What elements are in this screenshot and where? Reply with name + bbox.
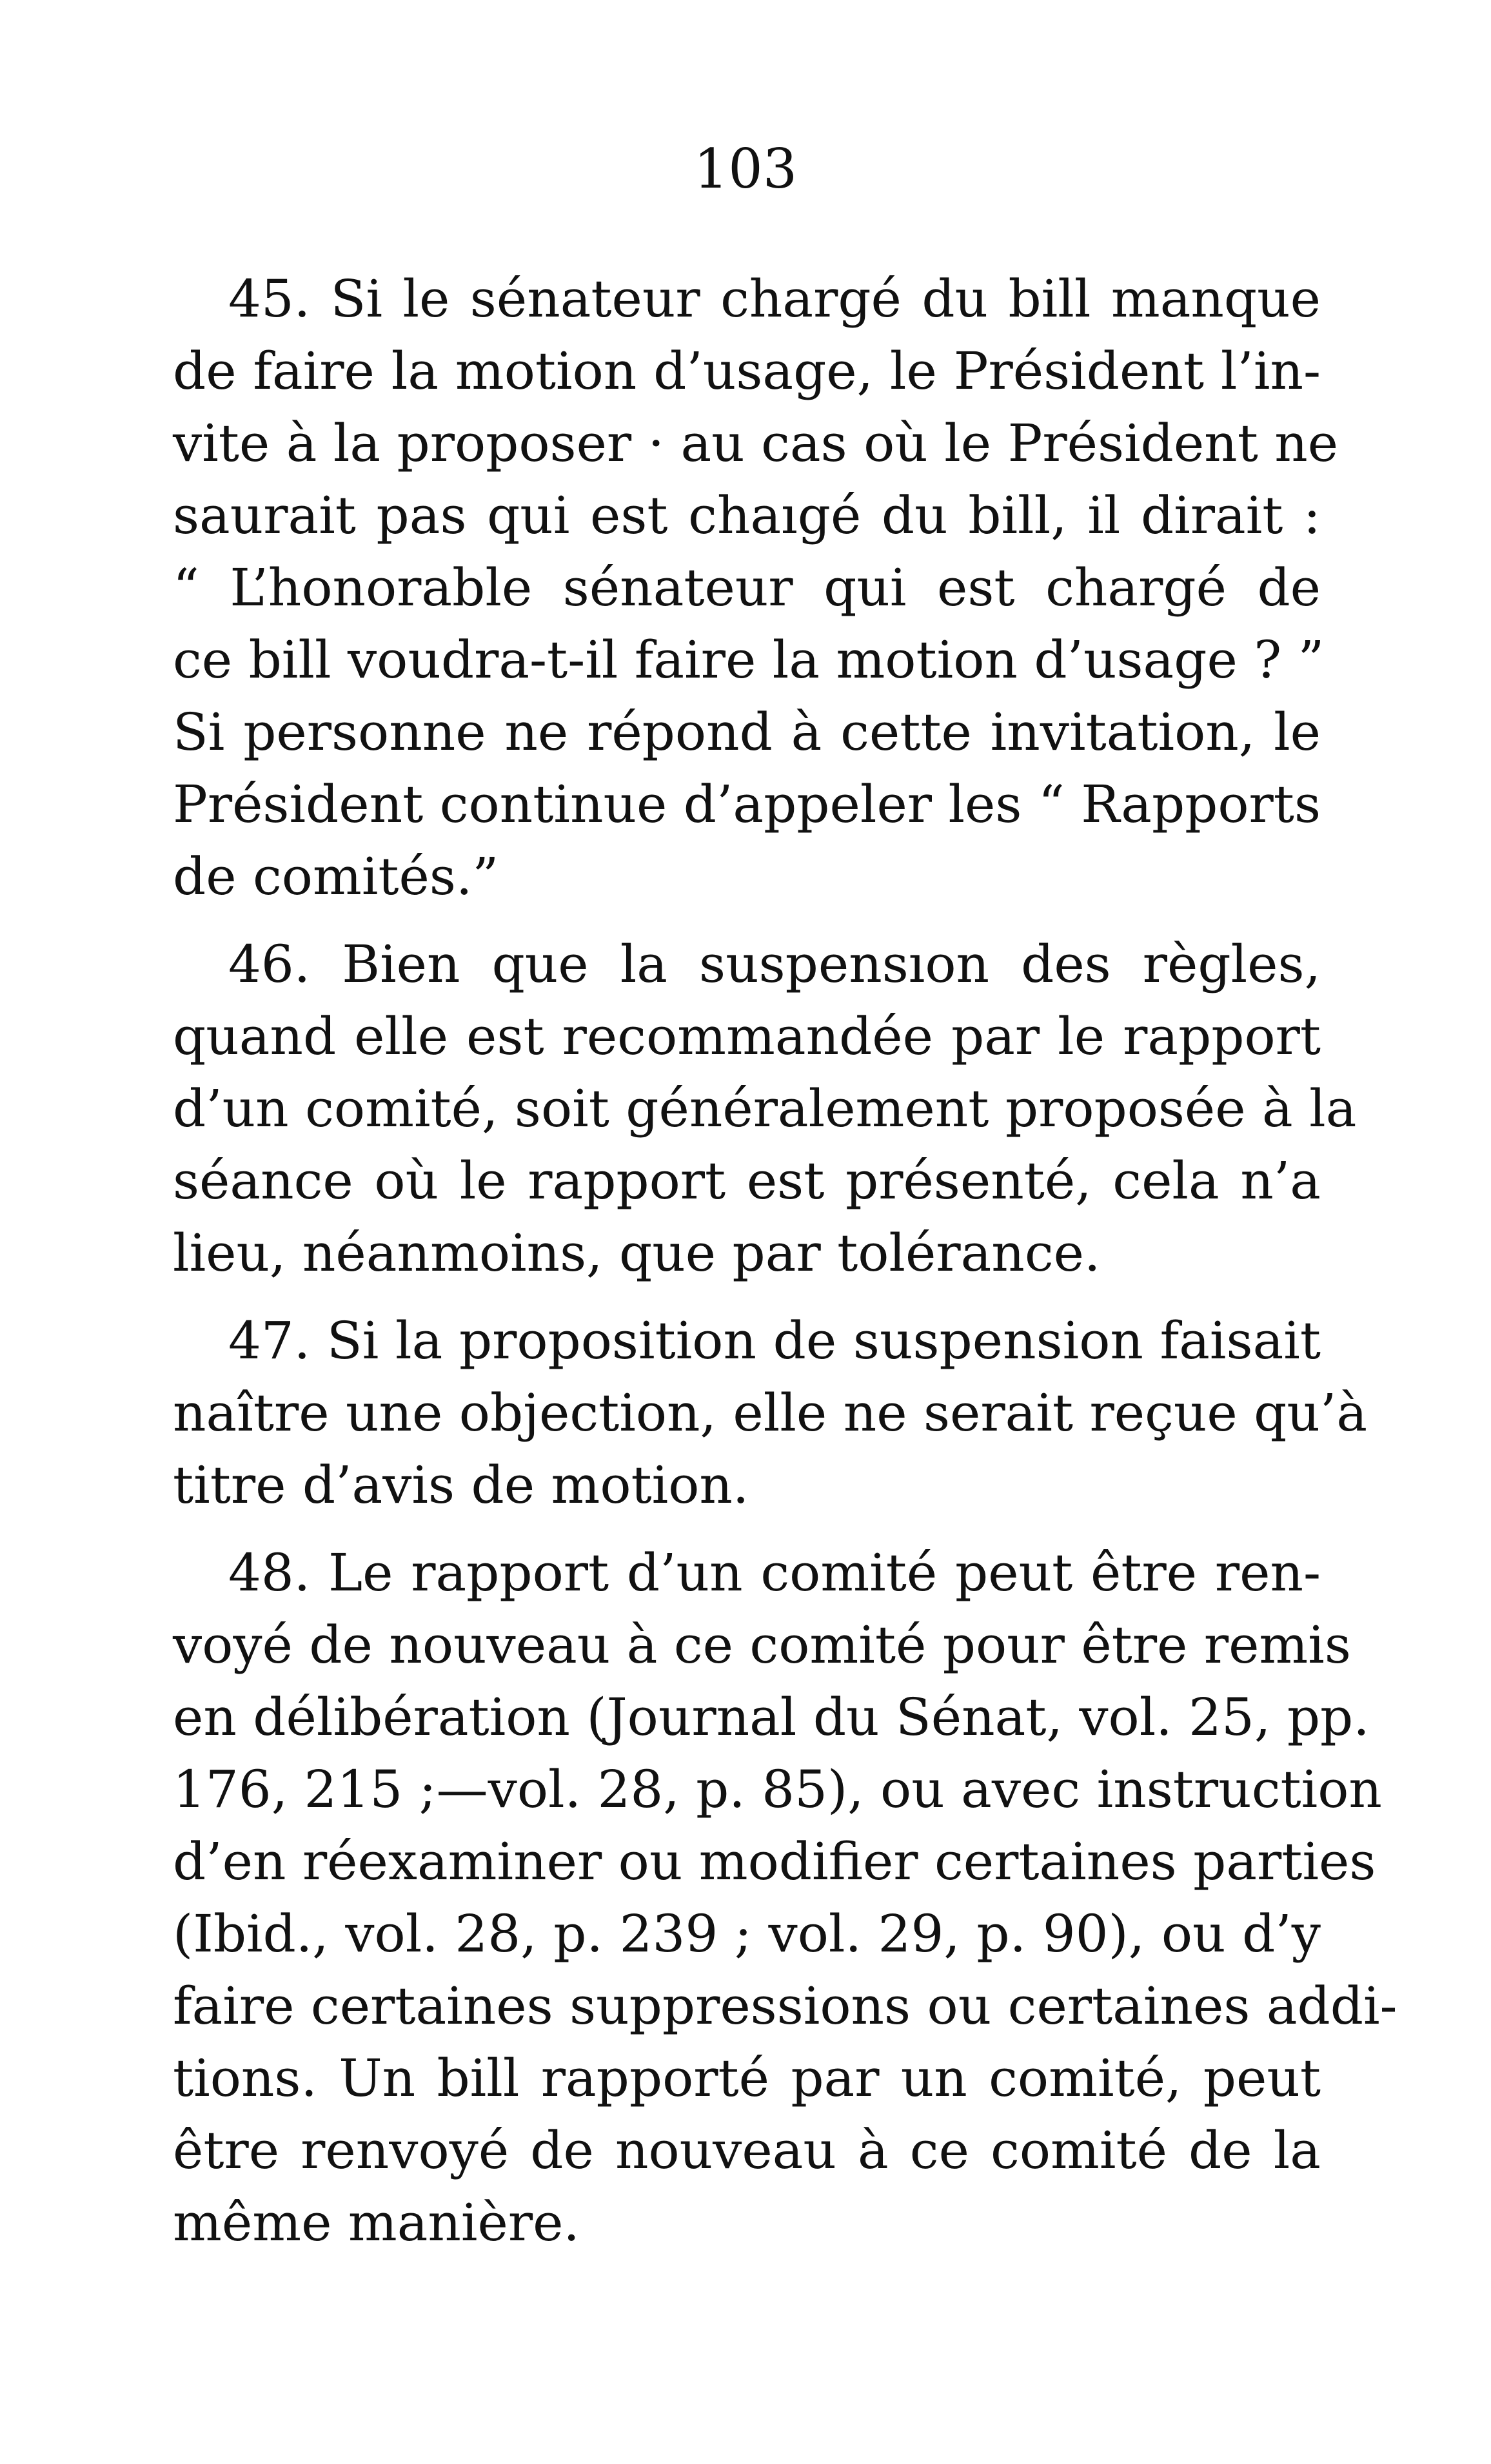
paragraph-line: de faire la motion d’usage, le Président l’in-	[173, 341, 1321, 401]
paragraph-line: de comités.”	[173, 846, 499, 906]
paragraph-47	[173, 1305, 1368, 1521]
paragraph-line: saurait pas qui est chaıgé du bill, il dirait :	[173, 485, 1321, 545]
paragraph-line: (Ibid., vol. 28, p. 239 ; vol. 29, p. 90), ou d’y	[173, 1904, 1321, 1964]
paragraph-line: Si personne ne répond à cette invitation, le	[173, 702, 1321, 762]
paragraph-line: vite à la proposer · au cas où le Président ne	[173, 413, 1339, 473]
paragraph-line: 45. Si le sénateur chargé du bill manque	[228, 269, 1321, 329]
paragraph-line: tions. Un bill rapporté par un comité, peut	[173, 2048, 1321, 2108]
paragraph-line: Président continue d’appeler les “ Rapports	[173, 774, 1321, 834]
paragraph-46	[173, 928, 1357, 1289]
paragraph-line: 47. Si la proposition de suspension faisait	[228, 1311, 1321, 1371]
paragraph-line: d’un comité, soit généralement proposée à la	[173, 1079, 1357, 1139]
paragraph-45	[173, 263, 1339, 913]
paragraph-line: ce bill voudra-t-il faire la motion d’usage ? ”	[173, 630, 1325, 690]
page-number: 103	[693, 137, 798, 200]
paragraph-line: faire certaines suppressions ou certaines addi-	[173, 1976, 1397, 2036]
paragraph-gap	[173, 913, 1321, 928]
paragraph-line: lieu, néanmoins, que par tolérance.	[173, 1223, 1101, 1283]
paragraph-line: voyé de nouveau à ce comité pour être remis	[173, 1615, 1351, 1675]
body-text	[173, 263, 1397, 2259]
paragraph-line: 48. Le rapport d’un comité peut être ren-	[228, 1543, 1321, 1603]
paragraph-gap	[173, 1289, 1321, 1305]
paragraph-line: 176, 215 ;—vol. 28, p. 85), ou avec instruction	[173, 1759, 1382, 1819]
paragraph-line: quand elle est recommandée par le rapport	[173, 1006, 1321, 1066]
paragraph-line: “ L’honorable sénateur qui est chargé de	[173, 558, 1321, 618]
paragraph-line: 46. Bien que la suspensıon des règles,	[228, 934, 1321, 994]
paragraph-48	[173, 1537, 1397, 2259]
paragraph-gap	[173, 1521, 1321, 1537]
paragraph-line: titre d’avis de motion.	[173, 1455, 749, 1515]
paragraph-line: naître une objection, elle ne serait reçue qu’à	[173, 1383, 1368, 1443]
paragraph-line: même manière.	[173, 2193, 580, 2253]
paragraph-line: être renvoyé de nouveau à ce comité de la	[173, 2120, 1321, 2180]
paragraph-line: en délibération (Journal du Sénat, vol. 25, pp.	[173, 1687, 1370, 1747]
paragraph-line: d’en réexaminer ou modifier certaines parties	[173, 1832, 1376, 1892]
paragraph-line: séance où le rapport est présenté, cela n’a	[173, 1151, 1321, 1211]
